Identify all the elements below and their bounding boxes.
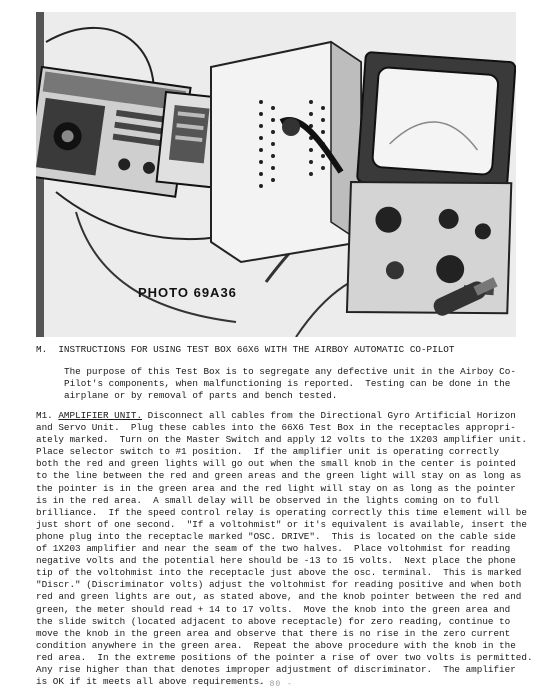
m1-line: is in the red area. A small delay will be observed in the lights coming on to full xyxy=(36,494,500,506)
section-m-label: M. xyxy=(36,344,48,355)
m1-line: is OK if it meets all above requirements. xyxy=(36,676,265,688)
m1-line: just short of one second. "If a voltohmist" or it's equivalent is available, insert the xyxy=(36,518,527,530)
m1-line: phone plug into the receptacle marked "OSC. DRIVE". This is located on the cable side xyxy=(36,530,516,542)
m1-first-line xyxy=(36,410,524,422)
section-m1-paragraph xyxy=(36,410,533,688)
section-m1-heading: AMPLIFIER UNIT. xyxy=(58,410,143,421)
m1-line: Any rise higher than that denotes improper adjustment of discriminator. The amplifier xyxy=(36,663,516,675)
purpose-line: Pilot's components, when malfunctioning is reported. Testing can be done in the xyxy=(64,378,511,390)
m1-line: red area. In the extreme positions of the pointer a rise of over two volts is permitted. xyxy=(36,651,533,663)
section-m1-label: M1. xyxy=(36,410,53,421)
m1-line: tip of the voltohmist into the receptacle just above the osc. terminal. This is marked xyxy=(36,567,522,579)
section-m-heading: INSTRUCTIONS FOR USING TEST BOX 66X6 WITH THE AIRBOY AUTOMATIC CO-PILOT xyxy=(58,344,455,355)
m1-line: move the knob in the green area and observe that there is no rise in the zero current xyxy=(36,627,511,639)
m1-line: and Servo Unit. Plug these cables into the 66X6 Test Box in the receptacles appropri- xyxy=(36,422,516,434)
m1-line: to the line between the red and green areas and the green light will stay on as long as xyxy=(36,470,522,482)
m1-line: the pointer is in the green area and the red light will stay on as long as the pointer xyxy=(36,482,516,494)
equipment-photo xyxy=(36,12,516,337)
m1-first-line-text: Disconnect all cables from the Directional Gyro Artificial Horizon xyxy=(142,410,516,421)
m1-line: "Discr." (Discriminator volts) adjust the voltohmist for reading positive and when both xyxy=(36,579,522,591)
m1-line: green, the meter should read + 14 to 17 volts. Move the knob into the green area and xyxy=(36,603,511,615)
purpose-paragraph xyxy=(64,366,524,402)
m1-line: negative volts and the potential here should be -13 to 15 volts. Next place the phone xyxy=(36,555,516,567)
photo-caption: PHOTO 69A36 xyxy=(138,285,237,300)
m1-line: ately marked. Turn on the Master Switch and apply 12 volts to the 1X203 amplifier unit. xyxy=(36,434,527,446)
purpose-line: airplane or by removal of parts and bench tested. xyxy=(64,390,338,402)
m1-line: of 1X203 amplifier and near the seam of the two halves. Place voltohmist for reading xyxy=(36,543,511,555)
page-number: - 80 - xyxy=(258,680,293,689)
purpose-line: The purpose of this Test Box is to segregate any defective unit in the Airboy Co- xyxy=(64,366,516,377)
m1-line: the slide switch (located adjacent to above receptacle) for zero reading, continue to xyxy=(36,615,511,627)
m1-line: both the red and green lights will go out when the small knob in the center is pointed xyxy=(36,458,516,470)
m1-line: condition anywhere in the green area. Repeat the above procedure with the knob in the xyxy=(36,639,516,651)
m1-line: brilliance. If the speed control relay is operating correctly this time element will be xyxy=(36,506,527,518)
m1-line: Place selector switch to #1 position. If the amplifier unit is operating correctly xyxy=(36,446,500,458)
photo-illustration xyxy=(36,12,516,337)
m1-line: red and green lights are out, as stated above, and the knob pointer between the red and xyxy=(36,591,522,603)
section-m-heading-line xyxy=(36,344,524,356)
